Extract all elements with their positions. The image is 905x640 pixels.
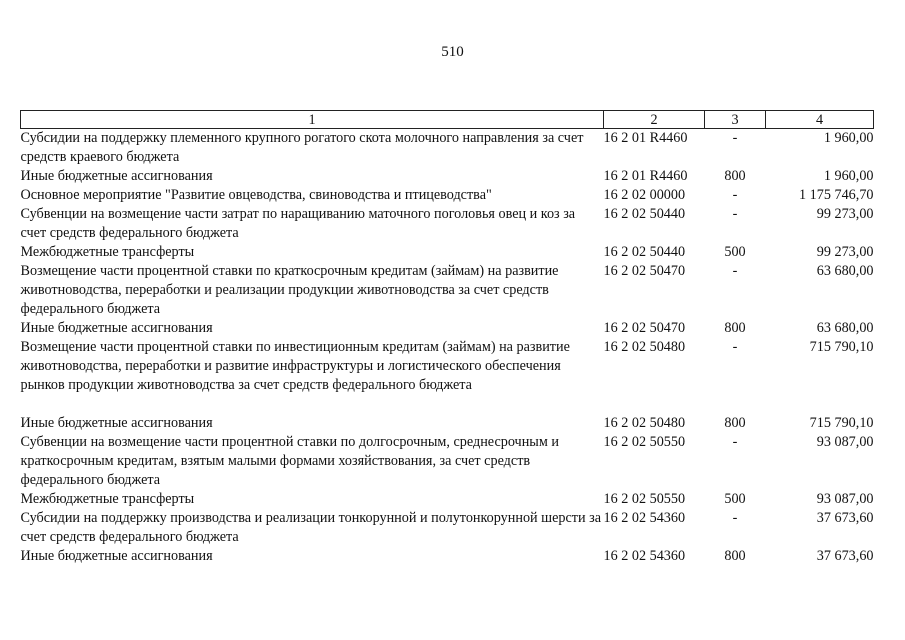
row-name: Иные бюджетные ассигнования (20, 415, 213, 431)
row-name: Субвенции на возмещение части затрат по наращиванию маточного поголовья овец и коз за счет средств федерального бюджета (20, 206, 576, 241)
row-expense-type: 500 (724, 491, 746, 507)
row-expense-type: 800 (724, 548, 746, 564)
row-code: 16 2 02 50440 (603, 244, 686, 260)
table-row (21, 262, 874, 319)
row-expense-type: - (732, 187, 738, 203)
row-code: 16 2 02 50470 (603, 263, 686, 279)
table-row (21, 547, 874, 566)
row-amount: 1 960,00 (823, 130, 874, 146)
row-expense-type: - (732, 206, 738, 222)
column-header-3: 3 (705, 111, 766, 129)
row-amount: 93 087,00 (816, 491, 874, 507)
row-code: 16 2 02 50550 (603, 491, 686, 507)
column-header-4: 4 (766, 111, 874, 129)
row-code: 16 2 02 50440 (603, 206, 686, 222)
row-amount: 37 673,60 (816, 510, 874, 526)
row-expense-type: - (732, 130, 738, 146)
row-amount: 37 673,60 (816, 548, 874, 564)
table-row (21, 186, 874, 205)
row-expense-type: - (732, 510, 738, 526)
row-amount: 1 960,00 (823, 168, 874, 184)
row-expense-type: 800 (724, 320, 746, 336)
row-code: 16 2 02 50480 (603, 339, 686, 355)
row-code: 16 2 02 00000 (603, 187, 686, 203)
row-name: Субсидии на поддержку производства и реализации тонкорунной и полутонкорунной шерсти за счет средств федерального бюджета (20, 510, 602, 545)
table-row (21, 338, 874, 414)
table-row (21, 319, 874, 338)
row-amount: 715 790,10 (809, 415, 874, 431)
row-amount: 93 087,00 (816, 434, 874, 450)
table-row (21, 433, 874, 490)
row-code: 16 2 01 R4460 (603, 168, 688, 184)
row-expense-type: 800 (724, 415, 746, 431)
row-expense-type: - (732, 434, 738, 450)
table-row (21, 205, 874, 243)
row-amount: 99 273,00 (816, 206, 874, 222)
table-row (21, 490, 874, 509)
row-code: 16 2 02 50480 (603, 415, 686, 431)
row-expense-type: 500 (724, 244, 746, 260)
row-amount: 63 680,00 (816, 263, 874, 279)
row-code: 16 2 02 50470 (603, 320, 686, 336)
row-name: Иные бюджетные ассигнования (20, 168, 213, 184)
budget-table (20, 110, 874, 566)
row-name: Иные бюджетные ассигнования (20, 548, 213, 564)
row-name: Субвенции на возмещение части процентной ставки по долгосрочным, среднесрочным и краткосрочным кредитам, взятым малыми формами хозяйствования, за счет средств федерального бюджета (20, 434, 559, 488)
row-name: Межбюджетные трансферты (20, 244, 195, 260)
row-name: Возмещение части процентной ставки по краткосрочным кредитам (займам) на развитие животноводства, переработки и реализации продукции животноводства за счет средств федерального бюджета (20, 263, 559, 317)
table-row (21, 167, 874, 186)
row-code: 16 2 02 54360 (603, 510, 686, 526)
row-name: Субсидии на поддержку племенного крупного рогатого скота молочного направления за счет средств краевого бюджета (20, 130, 584, 165)
row-name: Межбюджетные трансферты (20, 491, 195, 507)
table-row (21, 129, 874, 168)
row-amount: 99 273,00 (816, 244, 874, 260)
row-amount: 1 175 746,70 (799, 187, 874, 203)
row-name: Иные бюджетные ассигнования (20, 320, 213, 336)
table-row (21, 509, 874, 547)
row-amount: 63 680,00 (816, 320, 874, 336)
table-row (21, 243, 874, 262)
table-header-row (21, 111, 874, 129)
row-code: 16 2 01 R4460 (603, 130, 688, 146)
column-header-1: 1 (21, 111, 604, 129)
row-amount: 715 790,10 (809, 339, 874, 355)
row-expense-type: 800 (724, 168, 746, 184)
row-code: 16 2 02 54360 (603, 548, 686, 564)
row-expense-type: - (732, 339, 738, 355)
row-code: 16 2 02 50550 (603, 434, 686, 450)
row-name: Основное мероприятие "Развитие овцеводства, свиноводства и птицеводства" (20, 187, 492, 203)
row-expense-type: - (732, 263, 738, 279)
table-row (21, 414, 874, 433)
page-number: 510 (441, 44, 464, 60)
row-name: Возмещение части процентной ставки по инвестиционным кредитам (займам) на развитие животноводства, переработки и развитие инфраструктуры и логистического обеспечения рынков продукции животноводства за счет средств федерального бюджета (20, 339, 570, 393)
column-header-2: 2 (604, 111, 705, 129)
